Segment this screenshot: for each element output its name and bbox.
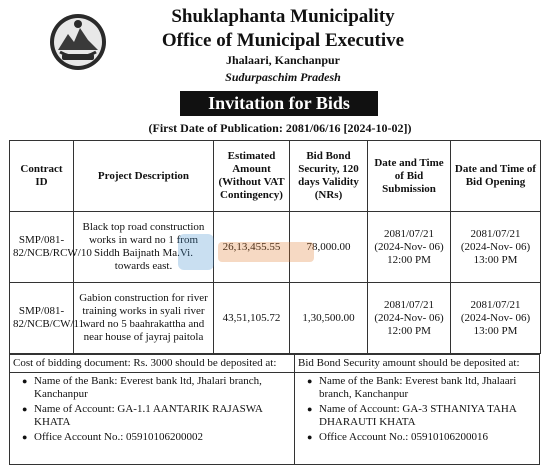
- header-opening-datetime: Date and Time of Bid Opening: [451, 141, 541, 212]
- cost-deposit-column: [10, 355, 295, 464]
- submission-ad-date: (2024-Nov- 06): [374, 240, 444, 253]
- security-deposit-list: [295, 375, 539, 444]
- submission-datetime: [368, 212, 451, 283]
- table-header-row: [10, 141, 541, 212]
- list-item: [24, 431, 294, 444]
- estimated-amount: 43,51,105.72: [214, 283, 290, 354]
- submission-datetime: [368, 283, 451, 354]
- bullet-icon: ●: [22, 432, 28, 442]
- table-row: [10, 283, 541, 354]
- estimated-amount: 26,13,455.55: [214, 212, 290, 283]
- notice-title-banner: Invitation for Bids: [180, 91, 378, 116]
- cost-deposit-heading: Cost of bidding document: Rs. 3000 should be deposited at:: [10, 355, 294, 373]
- list-item-text: Name of the Bank: Everest bank ltd, Jhalaari branch, Kanchanpur: [319, 375, 517, 400]
- project-description: Gabion construction for river training works in syali river ward no 5 baahrakattha and near house of jayraj paitola: [74, 283, 214, 354]
- opening-ad-date: (2024-Nov- 06): [460, 240, 531, 253]
- list-item-text: Name of the Bank: Everest bank ltd, Jhalari branch, Kanchanpur: [34, 375, 262, 400]
- bid-table: [9, 140, 541, 354]
- header-estimated-amount: Estimated Amount (Without VAT Contingency): [214, 141, 290, 212]
- security-deposit-column: [295, 355, 539, 464]
- bid-bond-security: 1,30,500.00: [290, 283, 368, 354]
- bullet-icon: ●: [307, 432, 313, 442]
- opening-time: 13:00 PM: [473, 253, 518, 266]
- submission-time: 12:00 PM: [387, 253, 431, 266]
- list-item-text: Name of Account: GA-1.1 AANTARIK RAJASWA KHATA: [34, 403, 263, 428]
- header-bid-bond-security: Bid Bond Security, 120 days Validity (NRs): [290, 141, 368, 212]
- list-item: [24, 375, 294, 401]
- list-item-text: Office Account No.: 05910106200016: [319, 431, 489, 443]
- publication-date: (First Date of Publication: 2081/06/16 [2024-10-02]): [148, 121, 412, 135]
- header-submission-datetime: Date and Time of Bid Submission: [368, 141, 451, 212]
- submission-time: 12:00 PM: [387, 324, 431, 337]
- list-item: [24, 403, 294, 429]
- opening-time: 13:00 PM: [473, 324, 518, 337]
- bullet-icon: ●: [22, 404, 28, 414]
- deposit-info-section: [9, 354, 540, 465]
- opening-date: 2081/07/21: [470, 298, 521, 311]
- contract-id: SMP/081-82/NCB/CW/11: [10, 283, 74, 354]
- list-item: [309, 431, 539, 444]
- header-project-description: Project Description: [74, 141, 214, 212]
- bid-bond-security: 78,000.00: [290, 212, 368, 283]
- list-item-text: Office Account No.: 05910106200002: [34, 431, 204, 443]
- nepal-government-emblem-icon: [48, 12, 108, 72]
- submission-date: 2081/07/21: [383, 227, 435, 240]
- notice-header: [0, 0, 550, 135]
- province-name: Sudurpaschim Pradesh: [225, 70, 341, 84]
- opening-date: 2081/07/21: [470, 227, 521, 240]
- project-description: Black top road construction works in ward no 1 from Siddh Baijnath Ma.Vi. towards east.: [74, 212, 214, 283]
- list-item: [309, 403, 539, 429]
- table-row: [10, 212, 541, 283]
- security-deposit-heading: Bid Bond Security amount should be deposited at:: [295, 355, 539, 373]
- list-item: [309, 375, 539, 401]
- opening-datetime: [451, 283, 541, 354]
- cost-deposit-list: [10, 375, 294, 444]
- contract-id: SMP/081-82/NCB/RCW/10: [10, 212, 74, 283]
- submission-date: 2081/07/21: [383, 298, 435, 311]
- list-item-text: Name of Account: GA-3 STHANIYA TAHA DHARAUTI KHATA: [319, 403, 517, 428]
- header-contract-id: Contract ID: [10, 141, 74, 212]
- bullet-icon: ●: [22, 376, 28, 386]
- bullet-icon: ●: [307, 376, 313, 386]
- municipality-name: Shuklaphanta Municipality: [171, 6, 395, 27]
- submission-ad-date: (2024-Nov- 06): [374, 311, 444, 324]
- opening-datetime: [451, 212, 541, 283]
- office-name: Office of Municipal Executive: [161, 30, 405, 51]
- bullet-icon: ●: [307, 404, 313, 414]
- office-location: Jhalaari, Kanchanpur: [225, 53, 341, 67]
- opening-ad-date: (2024-Nov- 06): [460, 311, 531, 324]
